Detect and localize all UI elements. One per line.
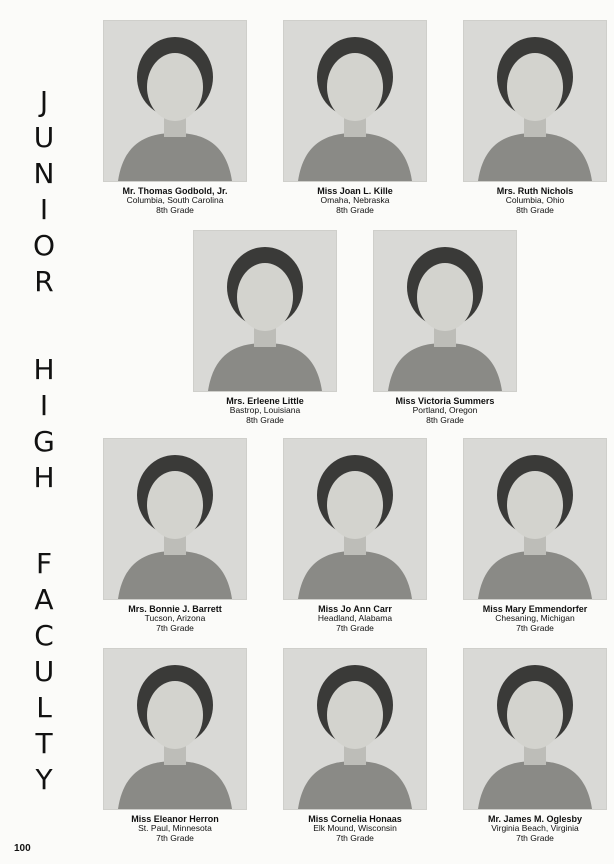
title-high (24, 352, 64, 496)
portrait-face (417, 263, 473, 331)
faculty-grade: 7th Grade (516, 622, 554, 633)
title-letter: T (35, 727, 53, 760)
faculty-photo (193, 230, 337, 392)
portrait-face (327, 53, 383, 121)
title-letter: H (33, 461, 55, 494)
portrait-shoulders (298, 133, 412, 181)
title-letter: L (36, 691, 52, 724)
title-letter: C (34, 619, 54, 652)
portrait-shoulders (478, 551, 592, 599)
faculty-grade: 7th Grade (156, 832, 194, 843)
faculty-grade: 7th Grade (336, 622, 374, 633)
portrait-shoulders (118, 761, 232, 809)
faculty-location: Virginia Beach, Virginia (491, 823, 579, 833)
title-letter: U (33, 655, 55, 688)
faculty-location: Chesaning, Michigan (495, 613, 575, 623)
page-number: 100 (14, 843, 31, 854)
faculty-card (192, 230, 338, 425)
faculty-name: Miss Victoria Summers (395, 396, 495, 406)
portrait-shoulders (208, 343, 322, 391)
faculty-card (462, 438, 608, 633)
title-letter: I (39, 193, 49, 226)
faculty-card (102, 20, 248, 215)
faculty-name: Miss Joan L. Kille (317, 186, 393, 196)
faculty-photo (283, 20, 427, 182)
portrait-shoulders (478, 133, 592, 181)
portrait-silhouette (284, 439, 426, 599)
faculty-card (102, 648, 248, 843)
faculty-photo (103, 438, 247, 600)
portrait-face (327, 681, 383, 749)
portrait-silhouette (284, 649, 426, 809)
portrait-face (507, 53, 563, 121)
title-junior (24, 84, 64, 300)
title-letter: A (34, 583, 54, 616)
faculty-name: Mr. James M. Oglesby (487, 814, 583, 824)
faculty-grade: 8th Grade (426, 414, 464, 425)
faculty-name: Miss Cornelia Honaas (308, 814, 402, 824)
title-letter: F (35, 547, 53, 580)
faculty-name: Mrs. Erleene Little (226, 396, 304, 406)
faculty-card (462, 20, 608, 215)
faculty-location: Columbia, South Carolina (126, 195, 224, 205)
portrait-shoulders (118, 133, 232, 181)
faculty-photo (463, 648, 607, 810)
faculty-name: Mr. Thomas Godbold, Jr. (122, 186, 228, 196)
portrait-shoulders (478, 761, 592, 809)
faculty-card (282, 648, 428, 843)
title-letter: H (33, 353, 55, 386)
faculty-card (102, 438, 248, 633)
faculty-card (282, 438, 428, 633)
title-letter: J (39, 85, 49, 118)
faculty-name: Miss Eleanor Herron (131, 814, 219, 824)
faculty-location: Portland, Oregon (412, 405, 478, 415)
portrait-face (327, 471, 383, 539)
faculty-photo (463, 20, 607, 182)
faculty-photo (373, 230, 517, 392)
faculty-location: St. Paul, Minnesota (138, 823, 212, 833)
faculty-grade: 8th Grade (516, 204, 554, 215)
faculty-grade: 7th Grade (516, 832, 554, 843)
portrait-face (237, 263, 293, 331)
portrait-face (507, 471, 563, 539)
title-letter: I (39, 389, 49, 422)
portrait-face (147, 471, 203, 539)
faculty-name: Mrs. Ruth Nichols (496, 186, 574, 196)
faculty-grade: 7th Grade (336, 832, 374, 843)
faculty-card (462, 648, 608, 843)
portrait-face (147, 53, 203, 121)
faculty-location: Omaha, Nebraska (320, 195, 390, 205)
portrait-silhouette (374, 231, 516, 391)
title-letter: O (32, 229, 56, 262)
portrait-shoulders (298, 761, 412, 809)
title-faculty (24, 546, 64, 798)
faculty-photo (463, 438, 607, 600)
faculty-grade: 8th Grade (156, 204, 194, 215)
title-letter: R (34, 265, 54, 298)
faculty-photo (283, 648, 427, 810)
portrait-shoulders (298, 551, 412, 599)
portrait-silhouette (194, 231, 336, 391)
portrait-silhouette (104, 649, 246, 809)
faculty-grade: 8th Grade (246, 414, 284, 425)
title-letter: U (33, 121, 55, 154)
faculty-location: Tucson, Arizona (144, 613, 206, 623)
portrait-silhouette (464, 649, 606, 809)
faculty-photo (103, 20, 247, 182)
faculty-card (282, 20, 428, 215)
portrait-silhouette (464, 21, 606, 181)
title-letter: G (33, 425, 55, 458)
faculty-name: Mrs. Bonnie J. Barrett (128, 604, 222, 614)
faculty-name: Miss Mary Emmendorfer (482, 604, 588, 614)
portrait-silhouette (284, 21, 426, 181)
faculty-grade: 7th Grade (156, 622, 194, 633)
faculty-location: Columbia, Ohio (505, 195, 565, 205)
portrait-shoulders (118, 551, 232, 599)
portrait-silhouette (464, 439, 606, 599)
faculty-location: Bastrop, Louisiana (229, 405, 301, 415)
portrait-face (507, 681, 563, 749)
portrait-silhouette (104, 21, 246, 181)
faculty-location: Headland, Alabama (317, 613, 393, 623)
title-letter: N (33, 157, 55, 190)
faculty-card (372, 230, 518, 425)
faculty-location: Elk Mound, Wisconsin (313, 823, 397, 833)
portrait-silhouette (104, 439, 246, 599)
title-letter: Y (35, 763, 53, 796)
faculty-grade: 8th Grade (336, 204, 374, 215)
faculty-photo (283, 438, 427, 600)
portrait-face (147, 681, 203, 749)
portrait-shoulders (388, 343, 502, 391)
faculty-name: Miss Jo Ann Carr (318, 604, 392, 614)
faculty-photo (103, 648, 247, 810)
